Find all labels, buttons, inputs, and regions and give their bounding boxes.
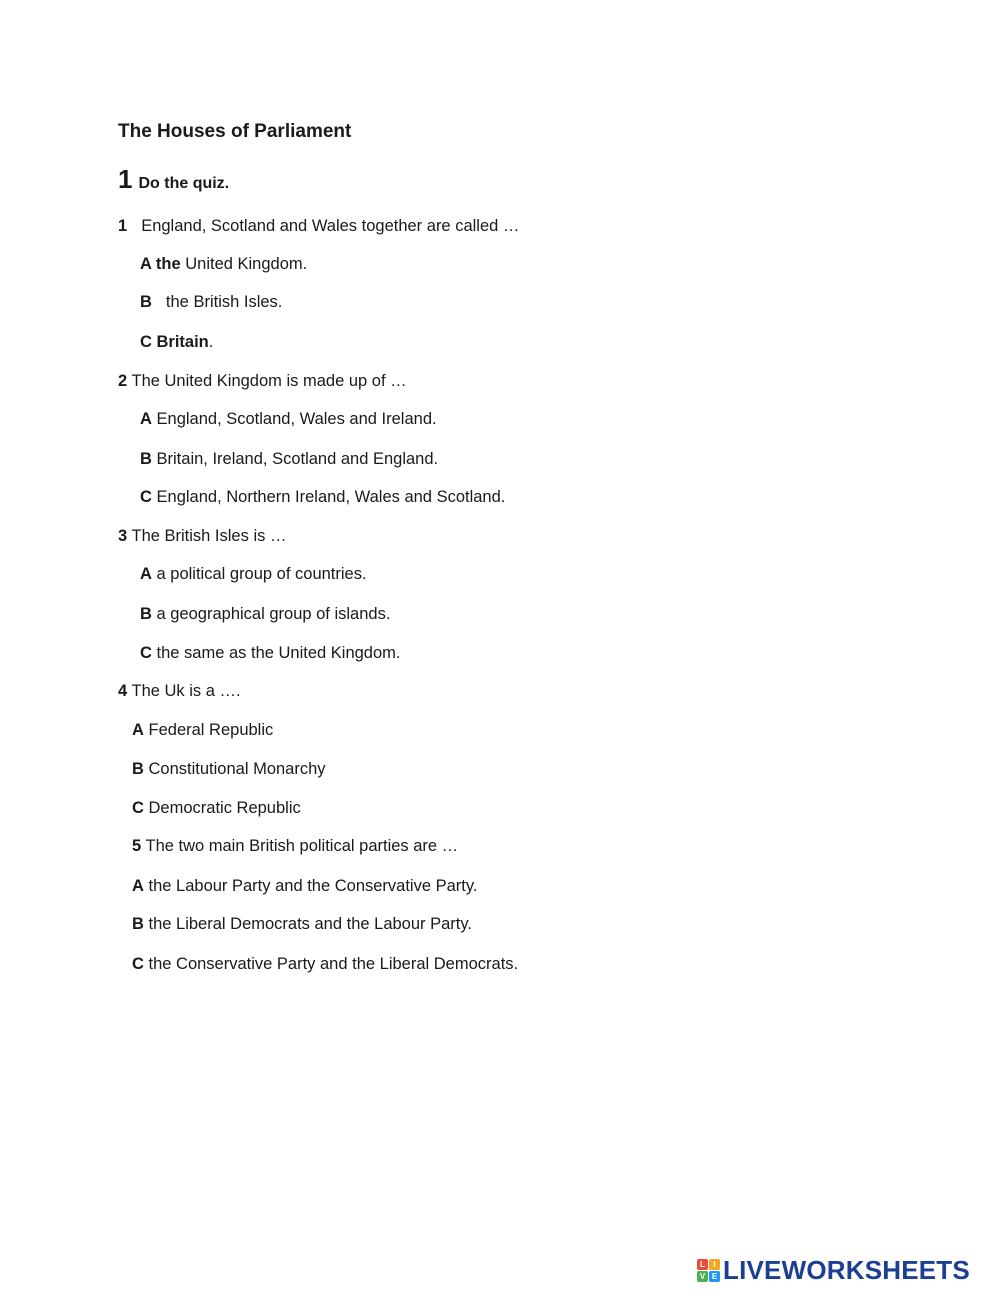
liveworksheets-logo-icon	[697, 1259, 720, 1282]
question-text: The British Isles is …	[131, 527, 287, 545]
option-letter: A the	[140, 255, 181, 273]
option-letter: B	[132, 915, 144, 933]
q1-option-b[interactable]	[140, 292, 282, 312]
question-text: England, Scotland and Wales together are called …	[141, 217, 520, 235]
q5-option-c[interactable]	[132, 954, 518, 974]
liveworksheets-logo[interactable]	[697, 1257, 970, 1283]
option-text: .	[208, 333, 214, 351]
option-letter: C	[140, 644, 152, 662]
logo-tile-l: L	[697, 1259, 708, 1270]
option-letter: C	[132, 799, 144, 817]
option-text: a political group of countries.	[156, 565, 367, 583]
q4-option-a[interactable]	[132, 720, 273, 740]
question-3	[118, 526, 286, 546]
question-text: The United Kingdom is made up of …	[131, 372, 407, 390]
page-title: The Houses of Parliament	[118, 121, 352, 142]
option-text: Federal Republic	[148, 721, 274, 739]
option-text: a geographical group of islands.	[156, 605, 391, 623]
logo-tile-i: I	[709, 1259, 720, 1270]
question-1	[118, 216, 519, 236]
q1-option-c[interactable]	[140, 332, 213, 352]
option-text: the Labour Party and the Conservative Party.	[148, 877, 478, 895]
q3-option-a[interactable]	[140, 564, 367, 584]
q5-option-b[interactable]	[132, 914, 472, 934]
option-text: the British Isles.	[165, 293, 283, 311]
q3-option-c[interactable]	[140, 643, 401, 663]
q2-option-b[interactable]	[140, 449, 438, 469]
option-letter: A	[132, 721, 144, 739]
option-letter: A	[132, 877, 144, 895]
q5-option-a[interactable]	[132, 876, 477, 896]
question-number: 1	[118, 217, 128, 235]
option-letter: B	[140, 605, 152, 623]
option-letter: C	[140, 488, 152, 506]
option-text: United Kingdom.	[185, 255, 308, 273]
option-letter: B	[132, 760, 144, 778]
question-text: The two main British political parties are …	[145, 837, 459, 855]
section-number: 1	[118, 164, 133, 194]
q2-option-c[interactable]	[140, 487, 505, 507]
option-letter: B	[140, 450, 152, 468]
option-text: Democratic Republic	[148, 799, 301, 817]
q1-option-a[interactable]	[140, 254, 307, 274]
option-text: England, Northern Ireland, Wales and Scotland.	[156, 488, 506, 506]
option-letter: A	[140, 410, 152, 428]
liveworksheets-logo-text: LIVEWORKSHEETS	[723, 1255, 970, 1285]
question-2	[118, 371, 407, 391]
question-number: 2	[118, 372, 128, 390]
question-5	[132, 836, 458, 856]
logo-tile-e: E	[709, 1271, 720, 1282]
option-text: the Conservative Party and the Liberal Democrats.	[148, 955, 519, 973]
section-instruction: Do the quiz.	[138, 175, 230, 192]
option-text: the Liberal Democrats and the Labour Party.	[148, 915, 472, 933]
q4-option-b[interactable]	[132, 759, 326, 779]
option-letter: B	[140, 293, 152, 311]
option-letter: C Britain	[140, 333, 209, 351]
question-4	[118, 681, 241, 701]
option-text: Constitutional Monarchy	[148, 760, 326, 778]
option-text: England, Scotland, Wales and Ireland.	[156, 410, 437, 428]
question-text: The Uk is a ….	[131, 682, 241, 700]
logo-tile-v: V	[697, 1271, 708, 1282]
q2-option-a[interactable]	[140, 409, 437, 429]
section-heading	[118, 166, 229, 197]
q3-option-b[interactable]	[140, 604, 390, 624]
question-number: 5	[132, 837, 142, 855]
q4-option-c[interactable]	[132, 798, 301, 818]
option-letter: A	[140, 565, 152, 583]
question-number: 4	[118, 682, 128, 700]
option-text: Britain, Ireland, Scotland and England.	[156, 450, 439, 468]
question-number: 3	[118, 527, 128, 545]
option-text: the same as the United Kingdom.	[156, 644, 401, 662]
option-letter: C	[132, 955, 144, 973]
